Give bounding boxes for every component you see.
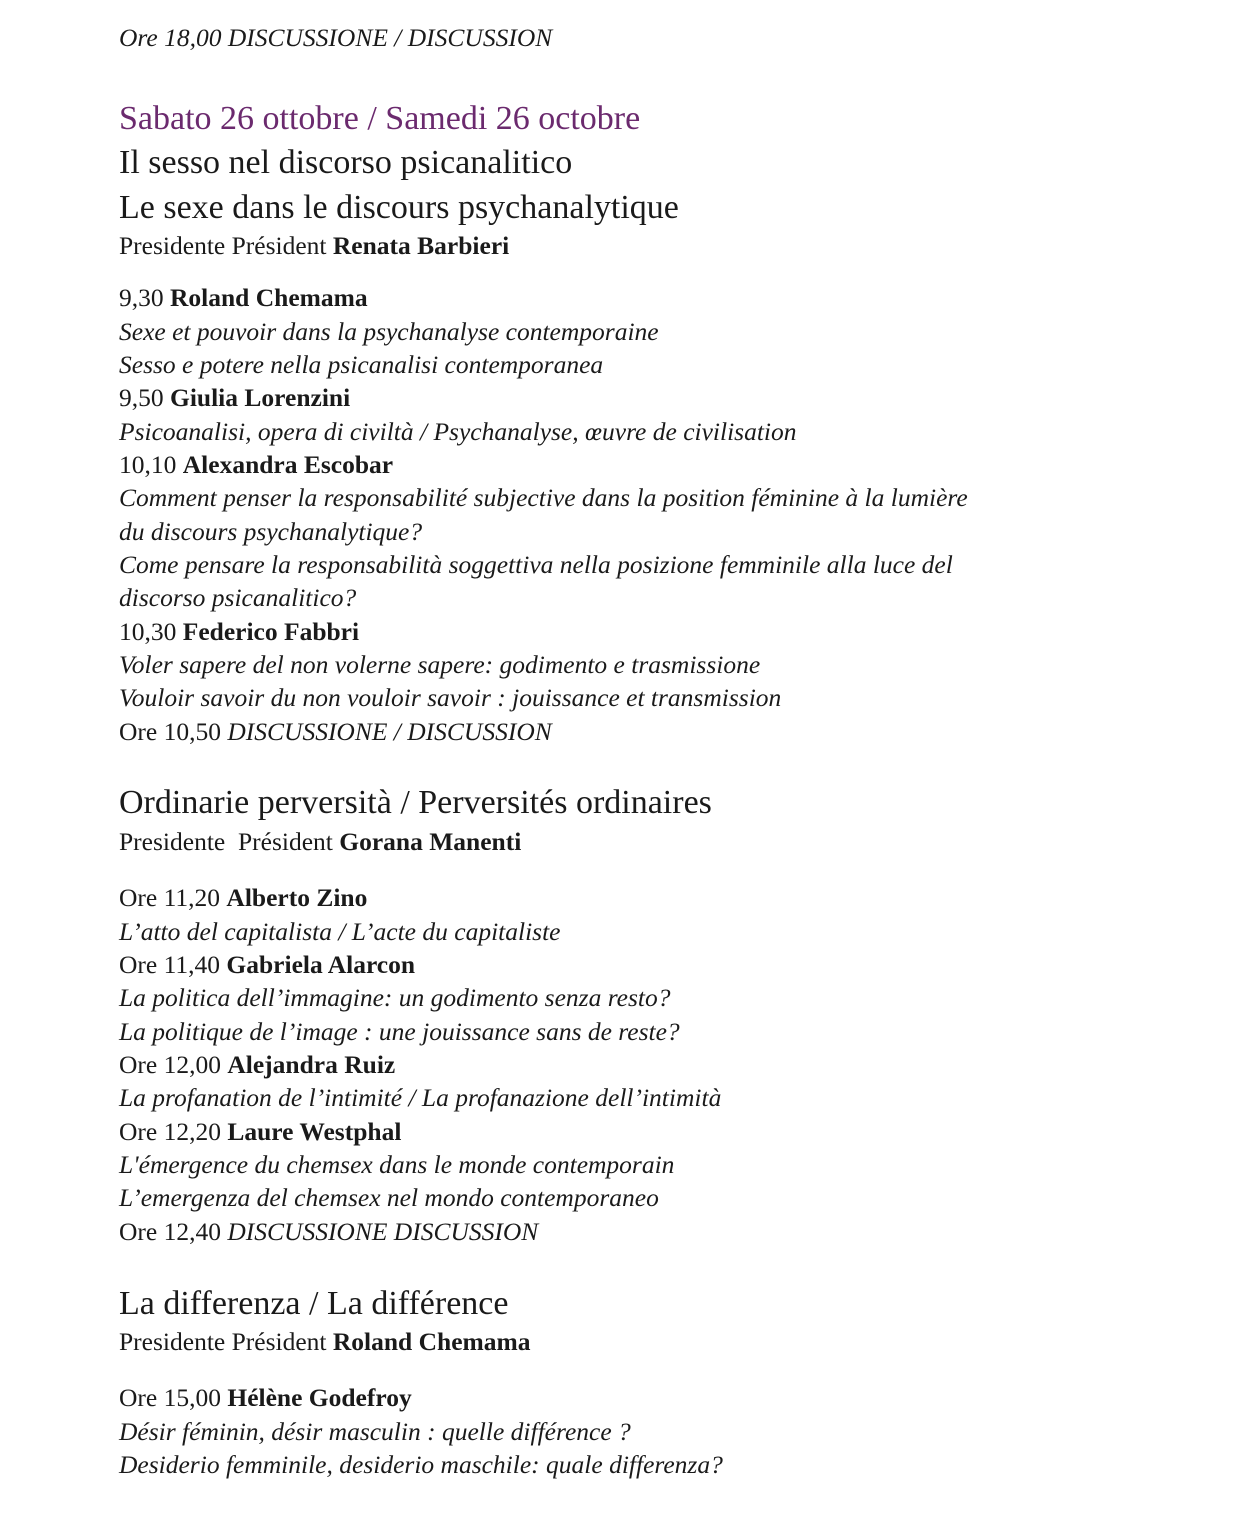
chair-label: Presidente Président — [119, 231, 327, 260]
talk-title: L’emergenza del chemsex nel mondo contemporaneo — [119, 1183, 659, 1212]
talk-title: L’atto del capitalista / L’acte du capitaliste — [119, 917, 561, 946]
session3-title: La differenza / La différence — [119, 1285, 509, 1322]
talk-time: 10,10 — [119, 450, 177, 479]
talk-title: Sesso e potere nella psicanalisi contemporanea — [119, 350, 604, 379]
talk-header — [119, 1115, 401, 1148]
talk-title: discorso psicanalitico? — [119, 583, 357, 612]
talk-title: Come pensare la responsabilità soggettiva nella posizione femminile alla luce del — [119, 550, 953, 579]
session1-chair — [119, 229, 509, 262]
discussion-time: Ore 12,40 — [119, 1217, 221, 1246]
talk-speaker: Gabriela Alarcon — [226, 950, 416, 979]
talk-time: 9,50 — [119, 383, 164, 412]
talk-speaker: Roland Chemama — [170, 283, 368, 312]
talk-title: Psicoanalisi, opera di civiltà / Psychanalyse, œuvre de civilisation — [119, 417, 797, 446]
talk-time: 9,30 — [119, 283, 164, 312]
discussion-label: DISCUSSIONE / DISCUSSION — [227, 717, 552, 746]
chair-label: Presidente Président — [119, 1327, 327, 1356]
intro-discussion — [119, 21, 552, 54]
talk-header — [119, 1048, 395, 1081]
talk-title: Sexe et pouvoir dans la psychanalyse contemporaine — [119, 317, 659, 346]
talk-speaker: Alejandra Ruiz — [227, 1050, 396, 1079]
talk-title: Désir féminin, désir masculin : quelle différence ? — [119, 1417, 631, 1446]
talk-header — [119, 281, 368, 314]
talk-speaker: Hélène Godefroy — [227, 1383, 412, 1412]
session1-title-fr: Le sexe dans le discours psychanalytique — [119, 189, 679, 226]
talk-title: Comment penser la responsabilité subjective dans la position féminine à la lumière — [119, 483, 968, 512]
talk-title: L'émergence du chemsex dans le monde contemporain — [119, 1150, 675, 1179]
talk-speaker: Giulia Lorenzini — [170, 383, 351, 412]
talk-speaker: Federico Fabbri — [182, 617, 360, 646]
talk-header — [119, 881, 367, 914]
talk-time: 10,30 — [119, 617, 177, 646]
talk-title: Voler sapere del non volerne sapere: godimento e trasmissione — [119, 650, 761, 679]
talk-header — [119, 948, 415, 981]
talk-title: La politica dell’immagine: un godimento senza resto? — [119, 983, 671, 1012]
discussion-label: DISCUSSIONE DISCUSSION — [227, 1217, 539, 1246]
talk-header — [119, 1381, 412, 1414]
chair-label: Presidente Président — [119, 827, 333, 856]
talk-time: Ore 12,20 — [119, 1117, 221, 1146]
talk-speaker: Alexandra Escobar — [182, 450, 394, 479]
session1-title-it: Il sesso nel discorso psicanalitico — [119, 144, 573, 181]
session3-chair — [119, 1325, 531, 1358]
talk-header — [119, 448, 393, 481]
session2-chair — [119, 825, 521, 858]
day-heading: Sabato 26 ottobre / Samedi 26 octobre — [119, 100, 641, 137]
session2-title: Ordinarie perversità / Perversités ordinaires — [119, 784, 712, 821]
talk-time: Ore 11,40 — [119, 950, 221, 979]
intro-time: Ore 18,00 — [119, 23, 222, 52]
talk-time: Ore 15,00 — [119, 1383, 221, 1412]
talk-title: du discours psychanalytique? — [119, 517, 423, 546]
talk-title: Vouloir savoir du non vouloir savoir : jouissance et transmission — [119, 683, 782, 712]
talk-title: La profanation de l’intimité / La profanazione dell’intimità — [119, 1083, 722, 1112]
session1-discussion — [119, 715, 552, 748]
talk-header — [119, 381, 350, 414]
talk-title: La politique de l’image : une jouissance sans de reste? — [119, 1017, 680, 1046]
talk-header — [119, 615, 359, 648]
chair-name: Roland Chemama — [332, 1327, 531, 1356]
chair-name: Renata Barbieri — [332, 231, 510, 260]
talk-title: Desiderio femminile, desiderio maschile: quale differenza? — [119, 1450, 723, 1479]
talk-speaker: Laure Westphal — [227, 1117, 402, 1146]
intro-label: DISCUSSIONE / DISCUSSION — [227, 23, 553, 52]
session2-discussion — [119, 1215, 538, 1248]
chair-name: Gorana Manenti — [339, 827, 522, 856]
talk-time: Ore 11,20 — [119, 883, 221, 912]
talk-time: Ore 12,00 — [119, 1050, 221, 1079]
talk-speaker: Alberto Zino — [226, 883, 368, 912]
discussion-time: Ore 10,50 — [119, 717, 221, 746]
